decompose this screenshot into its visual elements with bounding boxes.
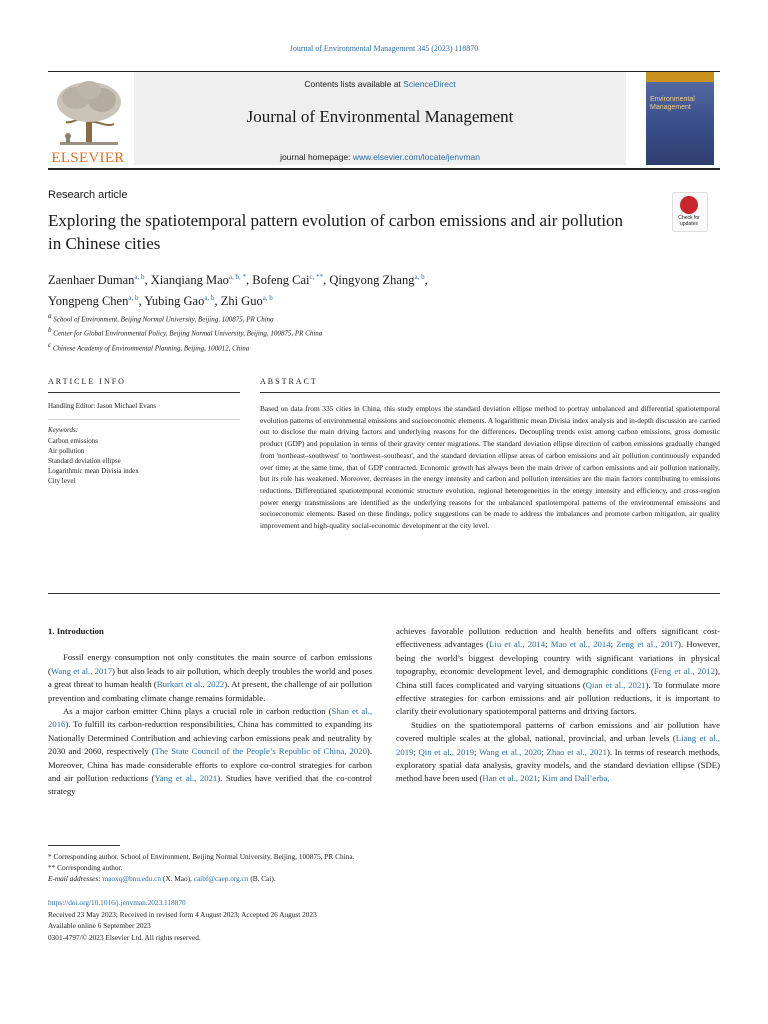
homepage-line [134, 152, 626, 162]
keyword-item: Carbon emissions [48, 437, 98, 445]
author-name[interactable] [329, 273, 427, 287]
body-text: ). In terms of research methods, exploratory spatial data analysis, gravity models, and the standard deviation ellipse (SDE) method have been used ( [396, 746, 721, 784]
corresponding-author-2: ** Corresponding author. [48, 863, 123, 872]
article-title: Exploring the spatiotemporal pattern evolution of carbon emissions and air pollution in Chinese cities [48, 211, 624, 253]
body-text: As a major carbon emitter China plays a crucial role in carbon reduction ( [63, 706, 332, 717]
sciencedirect-link[interactable]: ScienceDirect [403, 79, 456, 89]
author-affiliation-marks[interactable]: c, ** [309, 273, 324, 281]
homepage-link[interactable]: www.elsevier.com/locate/jenvman [352, 152, 480, 162]
citation-link[interactable]: Zeng et al., 2017 [616, 639, 679, 650]
received-dates: Received 23 May 2023; Received in revised form 4 August 2023; Accepted 26 August 2023 [48, 909, 317, 919]
affiliation-text: Center for Global Environmental Policy, Beijing Normal University, Beijing, 100875, PR China [53, 329, 323, 338]
body-paragraph [48, 705, 372, 799]
citation-link[interactable]: Qian et al., 2021 [585, 679, 646, 690]
affiliation-text: Chinese Academy of Environmental Planning, Beijing, 100012, China [52, 343, 250, 352]
citation-link[interactable]: Liu et al., 2014 [489, 639, 546, 650]
abstract-text: Based on data from 335 cities in China, this study employs the standard deviation ellipse method to portray unbalanced and differential spatiotemporal evolution patterns of environmental emissions and socioeconomic elements. A logarithmic mean Divisia index analysis and in-depth discussion are carried out to disclose the main driving factors and underlying reasons for the differences. Decoupling trends exist among carbon emissions, gross domestic product (GDP) and population in terms of their gravity center migrations. The standard deviation ellipse direction of carbon emissions gradually changed from 'northeast–southwest' to 'northwest–southeast', and the standard deviation ellipse areas of carbon emissions and air pollution continuously expanded over time; at the same time, that of GDP contracted. Economic growth has always been the main driver of carbon emissions and air pollution nationally, but its role has weakened. Moreover, decreases in the energy intensity and carbon and pollution intensities are the main factors contributing to emissions reductions. Differentiated spatiotemporal economic structure evolution, regional heterogeneities in the energy intensity and efficiency, and cross-region power energy transmissions are identified as the underlying reasons for the unbalanced spatiotemporal patterns of the environmental emissions and socioeconomic elements. Based on these findings, policy suggestions can be made to address the imbalances and promote carbon mitigation, air quality improvement and high-quality social-economic development at the city level. [260, 404, 720, 531]
keyword-item: Air pollution [48, 447, 85, 455]
body-text: ). Studies have verified that the co-control strategy [48, 773, 372, 797]
email-who-mao: (X. Mao), [161, 874, 194, 883]
abstract-bottom-rule [48, 593, 720, 594]
keyword-item: Logarithmic mean Divisia index [48, 467, 139, 475]
author-affiliation-marks[interactable]: a, b [204, 294, 215, 303]
citation-link[interactable]: Wang et al., 2017 [50, 665, 113, 676]
author-name-text: Zaenhaer Duman [48, 273, 135, 288]
article-info-rule [48, 392, 240, 393]
affiliation-text: School of Environment, Beijing Normal University, Beijing, 100875, PR China [53, 315, 274, 324]
section-title-introduction: 1. Introduction [48, 626, 104, 636]
author-name[interactable] [151, 273, 249, 287]
article-info-heading: ARTICLE INFO [48, 377, 126, 386]
author-separator: , [323, 273, 327, 288]
corresponding-author-1: * Corresponding author. School of Environment, Beijing Normal University, Beijing, 100875, PR China. [48, 852, 355, 861]
affiliation-mark: a [48, 312, 52, 320]
footnote-rule [48, 845, 120, 846]
citation-link[interactable]: Feng et al., 2012 [653, 666, 715, 677]
body-text: ; [610, 639, 617, 650]
email-line [48, 873, 648, 884]
author-name[interactable] [252, 273, 326, 287]
journal-reference[interactable]: Journal of Environmental Management 345 (2023) 118870 [289, 44, 479, 53]
citation-link[interactable]: Kim and Dall’erba, [542, 773, 610, 784]
citation-link[interactable]: The State Council of the People’s Republic of China, 2020 [154, 746, 367, 757]
author-affiliation-marks[interactable]: a, b [414, 273, 425, 281]
journal-cover-band [646, 72, 714, 82]
affiliation-item [48, 311, 648, 325]
author-name[interactable] [221, 294, 273, 308]
body-column-right [396, 625, 720, 786]
body-text: ). Moreover, China has made considerable efforts to explore co-control strategies for carbon and air pollution reductions ( [48, 746, 372, 784]
body-text: ). To formulate more effective strategies for carbon emissions and air pollution reductions, it is important to clarify their evolutionary spatiotemporal patterns and driving factors. [396, 679, 720, 717]
abstract-rule [260, 392, 720, 393]
author-name[interactable] [48, 273, 148, 287]
body-text: ; [541, 746, 547, 757]
publisher-name: ELSEVIER [51, 150, 125, 166]
author-affiliation-marks[interactable]: a, b [134, 273, 145, 281]
author-separator: , [138, 294, 142, 309]
homepage-prefix: journal homepage: [280, 152, 353, 162]
affiliation-mark: b [48, 326, 52, 335]
body-text: Studies on the spatiotemporal patterns of carbon emissions and air pollution have covered multiple scales at the global, national, provincial, and urban levels ( [396, 719, 720, 744]
keyword-list [48, 436, 139, 486]
article-info-divider [48, 419, 240, 420]
author-affiliation-marks[interactable]: a, b [262, 294, 273, 303]
contents-prefix: Contents lists available at [304, 79, 404, 89]
body-paragraph [396, 719, 720, 786]
citation-link[interactable]: Yang et al., 2021 [154, 773, 218, 784]
citation-link[interactable]: Mao et al., 2014 [550, 639, 611, 650]
article-type: Research article [48, 189, 128, 201]
copyright-line: 0301-4797/© 2023 Elsevier Ltd. All rights reserved. [48, 932, 201, 942]
email-label: E-mail addresses: [48, 874, 103, 883]
author-separator: , [246, 273, 250, 288]
contents-line [134, 79, 626, 89]
body-column-left [48, 625, 372, 799]
author-list [48, 268, 648, 310]
available-online: Available online 6 September 2023 [48, 921, 151, 930]
citation-link[interactable]: Shan et al., 2016 [48, 706, 372, 730]
journal-cover-image[interactable] [646, 72, 714, 165]
author-separator: , [144, 273, 148, 288]
author-separator: , [424, 273, 428, 288]
body-text: ). However, being the world’s biggest developing country with significant variations in physical topography, economic development level, and demographic conditions ( [396, 639, 720, 677]
author-name-text: Xianqiang Mao [150, 273, 229, 288]
check-updates-icon [680, 196, 698, 214]
keywords-heading: Keywords: [48, 426, 79, 434]
author-name-text: Zhi Guo [220, 294, 263, 309]
citation-link[interactable]: Zhao et al., 2021 [546, 746, 607, 757]
doi-link[interactable]: https://doi.org/10.1016/j.jenvman.2023.118870 [48, 898, 186, 907]
footnotes [48, 851, 648, 884]
citation-link[interactable]: Burkart et al., 2022 [156, 679, 225, 690]
publication-info [48, 897, 648, 943]
author-name-text: Yubing Gao [144, 294, 205, 309]
abstract-heading: ABSTRACT [260, 377, 318, 386]
body-text: ). To fulfill its carbon-reduction responsibilities, China has committed to expanding its Nationally Determined Contribution and achieving carbon emissions peak and neutrality by 2030 and 2060, respectively ( [48, 719, 372, 757]
body-text: ) but also leads to air pollution, which deeply troubles the world and poses a great threat to human health ( [48, 665, 372, 690]
body-text: ; [545, 639, 551, 650]
email-link-cai[interactable]: caibf@caep.org.cn [193, 874, 249, 883]
author-separator: , [214, 294, 218, 309]
keyword-item: City level [48, 477, 76, 485]
author-name-text: Qingyong Zhang [329, 273, 415, 288]
check-updates-label: Check for updates [678, 215, 700, 227]
handling-editor: Handling Editor: Jason Michael Evans [48, 402, 157, 410]
keyword-item: Standard deviation ellipse [48, 457, 121, 465]
email-who-cai: (B. Cai). [248, 874, 276, 883]
body-paragraph [396, 625, 720, 719]
header-bottom-rule [48, 168, 720, 170]
affiliation-item [48, 325, 648, 339]
citation-link[interactable]: Qin et al., 2019 [418, 746, 475, 757]
citation-link[interactable]: Han et al., 2021 [482, 773, 538, 784]
email-link-mao[interactable]: maoxq@bnu.edu.cn [102, 874, 162, 883]
citation-link[interactable]: Wang et al., 2020 [479, 746, 542, 757]
body-text: achieves favorable pollution reduction and health benefits and offers significant cost-effectiveness advantages ( [396, 626, 720, 650]
body-text: ). At present, the challenge of air pollution prevention and combating climate change remains formidable. [48, 679, 372, 703]
body-text: ; [474, 746, 480, 757]
author-name[interactable] [48, 294, 142, 308]
journal-title: Journal of Environmental Management [246, 107, 514, 126]
author-affiliation-marks[interactable]: a, b, * [228, 273, 246, 281]
body-text: ; [537, 773, 543, 784]
author-name-text: Yongpeng Chen [48, 294, 129, 309]
citation-link[interactable]: Liang et al., 2019 [396, 733, 720, 757]
affiliation-item [48, 340, 648, 354]
body-paragraph [48, 651, 372, 705]
author-affiliation-marks[interactable]: a, b [128, 294, 139, 303]
body-text: Fossil energy consumption not only constitutes the main source of carbon emissions ( [48, 652, 372, 676]
author-name[interactable] [144, 294, 217, 308]
affiliation-list [48, 311, 648, 354]
body-text: ; [413, 746, 419, 757]
affiliation-mark: c [48, 340, 52, 349]
body-text: ), China still faces complicated and varying situations ( [396, 666, 720, 690]
author-name-text: Bofeng Cai [252, 273, 310, 288]
journal-cover-title: Environmental Management [650, 96, 695, 111]
